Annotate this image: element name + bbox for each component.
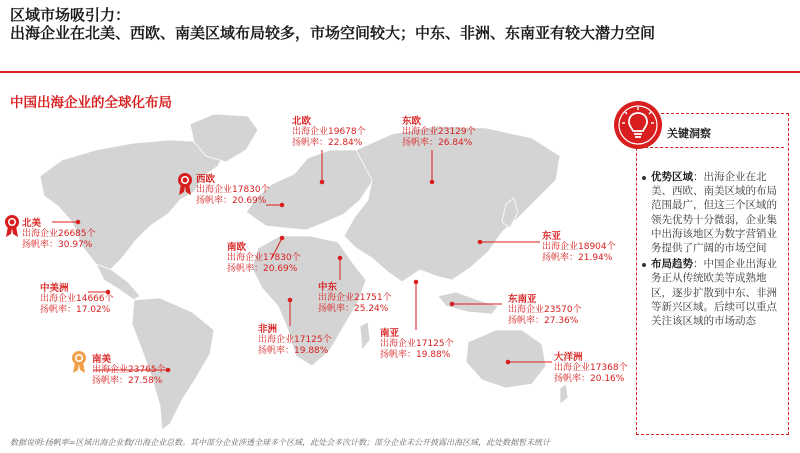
pointer-dot-middle-east (338, 256, 342, 260)
region-rate: 扬帆率：19.88% (380, 350, 451, 360)
insight-bullet-text: ：中国企业出海业务正从传统欧美等成熟地区，逐步扩散到中东、非洲等新兴区域。后续可以重点关注该区域的市场动态 (651, 258, 777, 328)
pointer-dot-west-europe (280, 203, 284, 207)
region-name: 东亚 (542, 231, 562, 242)
region-rate: 扬帆率：19.88% (258, 346, 329, 356)
region-name: 南亚 (380, 328, 400, 339)
region-rate: 扬帆率：27.36% (508, 316, 579, 326)
region-rate: 扬帆率：20.69% (227, 264, 298, 274)
header-line-2: 出海企业在北美、西欧、南美区域布局较多，市场空间较大；中东、非洲、东南亚有较大潜力空间 (10, 24, 656, 42)
region-label-east-asia (542, 231, 616, 264)
region-count: 出海企业17125个 (380, 339, 454, 349)
header-line-1: 区域市场吸引力： (10, 6, 131, 24)
region-label-north-america (22, 218, 96, 251)
region-rate: 扬帆率：17.02% (40, 305, 111, 315)
pointer-dot-southeast-asia (450, 302, 454, 306)
region-count: 出海企业17830个 (196, 185, 270, 195)
region-name: 南美 (92, 354, 112, 365)
region-label-east-europe (402, 116, 476, 149)
region-label-southeast-asia (508, 294, 582, 327)
region-label-oceania (554, 352, 628, 385)
silver-medal-icon (70, 350, 88, 374)
insight-bullet-1 (651, 170, 783, 255)
region-rate: 扬帆率：26.84% (402, 138, 473, 148)
insight-bullet-2 (651, 257, 783, 328)
insight-title: 关键洞察 (667, 127, 711, 140)
region-rate: 扬帆率：30.97% (22, 240, 93, 250)
region-count: 出海企业17125个 (258, 335, 332, 345)
continent-new-zealand (560, 384, 568, 404)
region-count: 出海企业17830个 (227, 253, 301, 263)
region-count: 出海企业17368个 (554, 363, 628, 373)
region-count: 出海企业23765个 (92, 365, 166, 375)
region-rate: 扬帆率：22.84% (292, 138, 363, 148)
bullet-dot (642, 176, 646, 180)
region-label-south-asia (380, 328, 454, 361)
region-rate: 扬帆率：21.94% (542, 253, 613, 263)
region-name: 北美 (22, 218, 42, 229)
continent-asia (344, 126, 560, 282)
region-rate: 扬帆率：25.24% (318, 304, 389, 314)
region-name: 非洲 (258, 324, 278, 335)
region-count: 出海企业14666个 (40, 294, 114, 304)
region-name: 中美洲 (40, 283, 69, 294)
pointer-dot-africa (288, 298, 292, 302)
region-name: 中东 (318, 282, 338, 293)
pointer-dot-south-europe (280, 236, 284, 240)
continent-indonesia (438, 292, 498, 314)
region-count: 出海企业23129个 (402, 127, 476, 137)
region-label-south-america (92, 354, 166, 387)
lightbulb-icon (612, 99, 664, 151)
region-name: 北欧 (292, 116, 312, 127)
region-label-africa (258, 324, 332, 357)
footnote: 数据说明:扬帆率=区域出海企业数/出海企业总数。其中部分企业涉透全球多个区域，此处会多次计数；部分企业未公开披露出海区域，此处数据暂未统计 (10, 438, 551, 447)
region-rate: 扬帆率：20.69% (196, 196, 267, 206)
gold-medal-icon (3, 214, 21, 238)
region-name: 东欧 (402, 116, 422, 127)
region-label-south-europe (227, 242, 301, 275)
bronze-medal-icon (176, 172, 194, 196)
region-name: 东南亚 (508, 294, 537, 305)
region-label-north-europe (292, 116, 366, 149)
region-name: 大洋洲 (554, 352, 583, 363)
section-title: 中国出海企业的全球化布局 (10, 95, 172, 111)
region-name: 南欧 (227, 242, 247, 253)
insight-bullets (651, 170, 783, 330)
region-count: 出海企业23570个 (508, 305, 582, 315)
pointer-dot-east-asia (478, 240, 482, 244)
insight-bullet-head: 优势区域 (651, 171, 693, 183)
region-count: 出海企业21751个 (318, 293, 392, 303)
region-label-middle-east (318, 282, 392, 315)
pointer-dot-oceania (506, 360, 510, 364)
insight-divider (640, 147, 784, 148)
pointer-dot-south-asia (414, 280, 418, 284)
region-count: 出海企业19678个 (292, 127, 366, 137)
pointer-dot-north-europe (320, 180, 324, 184)
region-label-central-america (40, 283, 114, 316)
region-count: 出海企业26685个 (22, 229, 96, 239)
insight-bullet-head: 布局趋势 (651, 258, 693, 271)
region-count: 出海企业18904个 (542, 242, 616, 252)
continent-madagascar (360, 322, 370, 350)
region-rate: 扬帆率：20.16% (554, 374, 625, 384)
pointer-dot-east-europe (430, 180, 434, 184)
region-rate: 扬帆率：27.58% (92, 376, 163, 386)
insight-bullet-text: ：出海企业在北美、西欧、南美区域的布局范围最广，但这三个区域的领先优势十分微弱，企业集中出海该地区为数字营销业务提供了广阔的市场空间 (651, 171, 777, 255)
region-label-west-europe (196, 174, 270, 207)
continent-australia (466, 330, 546, 388)
region-name: 西欧 (196, 174, 216, 185)
pointer-dot-south-america (166, 368, 170, 372)
